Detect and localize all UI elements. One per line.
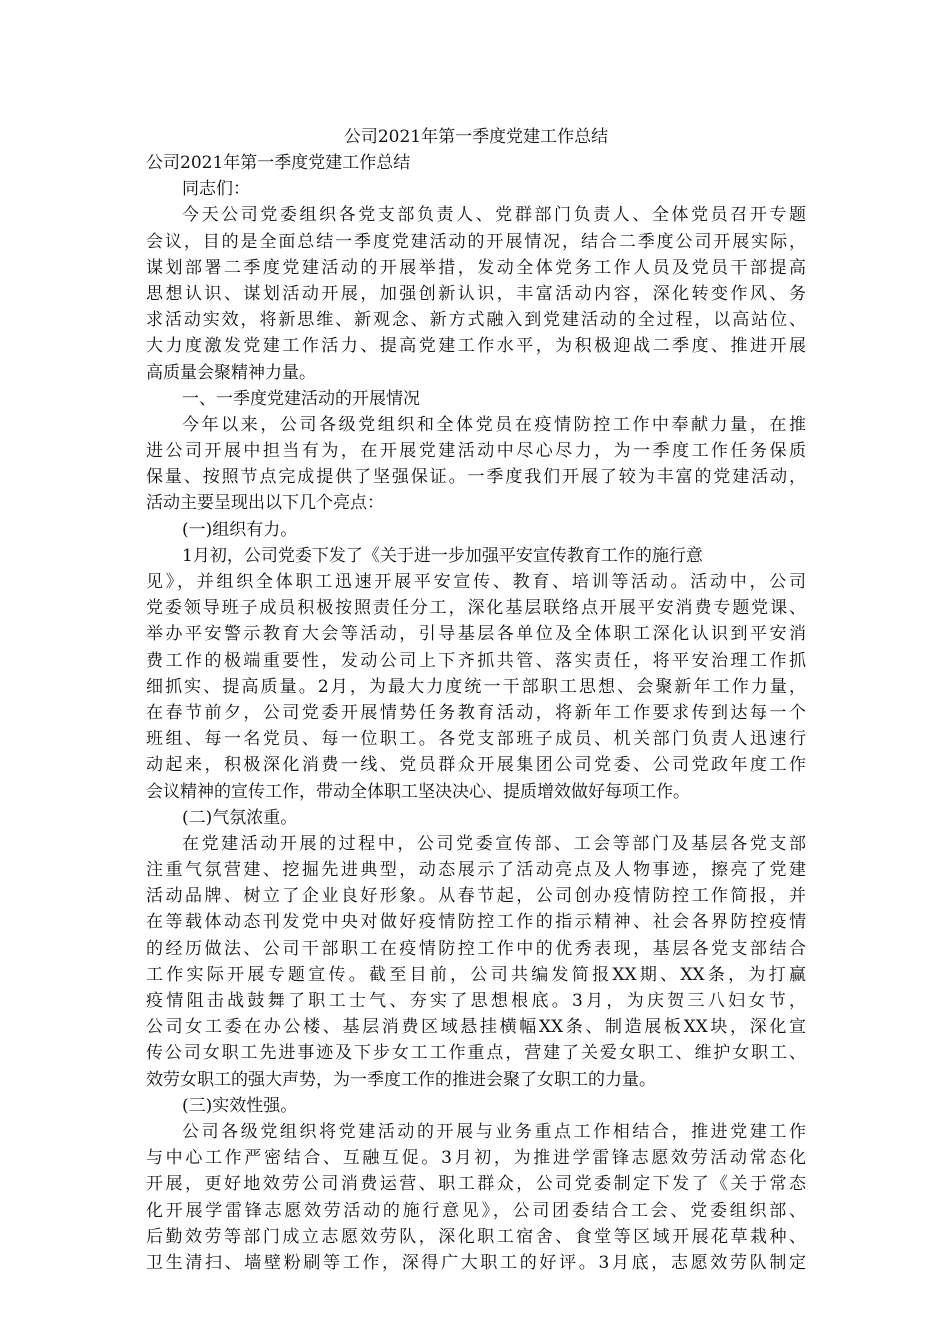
document-title: 公司2021年第一季度党建工作总结 — [343, 127, 609, 147]
text-line: 在党建活动开展的过程中，公司党委宣传部、工会等部门及基层各党支部 — [182, 833, 806, 854]
document-body — [146, 150, 806, 1276]
text-line: 在等载体动态刊发党中央对做好疫情防控工作的指示精神、社会各界防控疫情 — [146, 912, 806, 933]
text-line: 公司各级党组织将党建活动的开展与业务重点工作相结合，推进党建工作 — [182, 1121, 806, 1142]
text-line: 卫生清扫、墙壁粉刷等工作，深得广大职工的好评。3月底，志愿效劳队制定 — [146, 1252, 806, 1273]
text-line: 开展，更好地效劳公司消费运营、职工群众，公司党委制定下发了《关于常态 — [146, 1174, 806, 1195]
text-line: 进公司开展中担当有为，在开展党建活动中尽心尽力，为一季度工作任务保质 — [146, 441, 806, 462]
text-line: 党委领导班子成员积极按照责任分工，深化基层联络点开展平安消费专题党课、 — [146, 598, 806, 619]
text-line: 注重气氛营建、挖掘先进典型，动态展示了活动亮点及人物事迹，擦亮了党建 — [146, 860, 806, 881]
text-line: 会议精神的宣传工作，带动全体职工坚决决心、提质增效做好每项工作。 — [146, 781, 690, 802]
text-line: 费工作的极端重要性，发动公司上下齐抓共管、落实责任，将平安治理工作抓 — [146, 650, 806, 671]
text-line: (二)气氛浓重。 — [182, 807, 298, 828]
text-line: 求活动实效，将新思维、新观念、新方式融入到党建活动的全过程，以高站位、 — [146, 310, 806, 331]
text-line: 今天公司党委组织各党支部负责人、党群部门负责人、全体党员召开专题 — [182, 205, 806, 226]
text-line: 今年以来，公司各级党组织和全体党员在疫情防控工作中奉献力量，在推 — [182, 414, 806, 435]
text-line: 举办平安警示教育大会等活动，引导基层各单位及全体职工深化认识到平安消 — [146, 624, 806, 645]
text-line: 一、一季度党建活动的开展情况 — [182, 388, 420, 409]
text-line: 高质量会聚精神力量。 — [146, 362, 316, 383]
text-line: 谋划部署二季度党建活动的开展举措，发动全体党务工作人员及党员干部提高 — [146, 257, 806, 278]
text-line: 化开展学雷锋志愿效劳活动的施行意见》，公司团委结合工会、党委组织部、 — [146, 1200, 806, 1221]
text-line: 动起来，积极深化消费一线、党员群众开展集团公司党委、公司党政年度工作 — [146, 755, 806, 776]
text-line: 思想认识、谋划活动开展，加强创新认识，丰富活动内容，深化转变作风、务 — [146, 283, 806, 304]
text-line: 班组、每一名党员、每一位职工。各党支部班子成员、机关部门负责人迅速行 — [146, 729, 806, 750]
text-line: (一)组织有力。 — [182, 519, 298, 540]
text-line: 保量、按照节点完成提供了坚强保证。一季度我们开展了较为丰富的党建活动， — [146, 467, 806, 488]
text-line: 与中心工作严密结合、互融互促。3月初，为推进学雷锋志愿效劳活动常态化 — [146, 1148, 806, 1169]
text-line: 工作实际开展专题宣传。截至目前，公司共编发简报XX期、XX条，为打赢 — [146, 964, 806, 985]
text-line: 活动品牌、树立了企业良好形象。从春节起，公司创办疫情防控工作简报，并 — [146, 886, 806, 907]
text-line: 效劳女职工的强大声势，为一季度工作的推进会聚了女职工的力量。 — [146, 1069, 656, 1090]
text-line: 1月初，公司党委下发了《关于进一步加强平安宣传教育工作的施行意 — [182, 545, 703, 566]
text-line: (三)实效性强。 — [182, 1095, 298, 1116]
text-line: 公司女工委在办公楼、基层消费区域悬挂横幅XX条、制造展板XX块，深化宣 — [146, 1017, 806, 1038]
text-line: 同志们： — [182, 179, 250, 200]
document-page — [146, 124, 806, 1276]
text-line: 见》，并组织全体职工迅速开展平安宣传、教育、培训等活动。活动中，公司 — [146, 572, 806, 592]
text-line: 细抓实、提高质量。2月，为最大力度统一干部职工思想、会聚新年工作力量， — [146, 676, 806, 697]
text-line: 传公司女职工先进事迹及下步女工工作重点，营建了关爱女职工、维护女职工、 — [146, 1043, 806, 1064]
text-line: 公司2021年第一季度党建工作总结 — [146, 153, 411, 173]
text-line: 在春节前夕，公司党委开展情势任务教育活动，将新年工作要求传到达每一个 — [146, 702, 806, 723]
text-line: 活动主要呈现出以下几个亮点： — [146, 493, 384, 514]
text-line: 会议，目的是全面总结一季度党建活动的开展情况，结合二季度公司开展实际， — [146, 231, 806, 252]
text-line: 的经历做法、公司干部职工在疫情防控工作中的优秀表现，基层各党支部结合 — [146, 938, 806, 959]
text-line: 大力度激发党建工作活力、提高党建工作水平，为积极迎战二季度、推进开展 — [146, 336, 806, 357]
text-line: 后勤效劳等部门成立志愿效劳队，深化职工宿舍、食堂等区域开展花草栽种、 — [146, 1226, 806, 1247]
text-line: 疫情阻击战鼓舞了职工士气、夯实了思想根底。3月，为庆贺三八妇女节， — [146, 991, 806, 1011]
